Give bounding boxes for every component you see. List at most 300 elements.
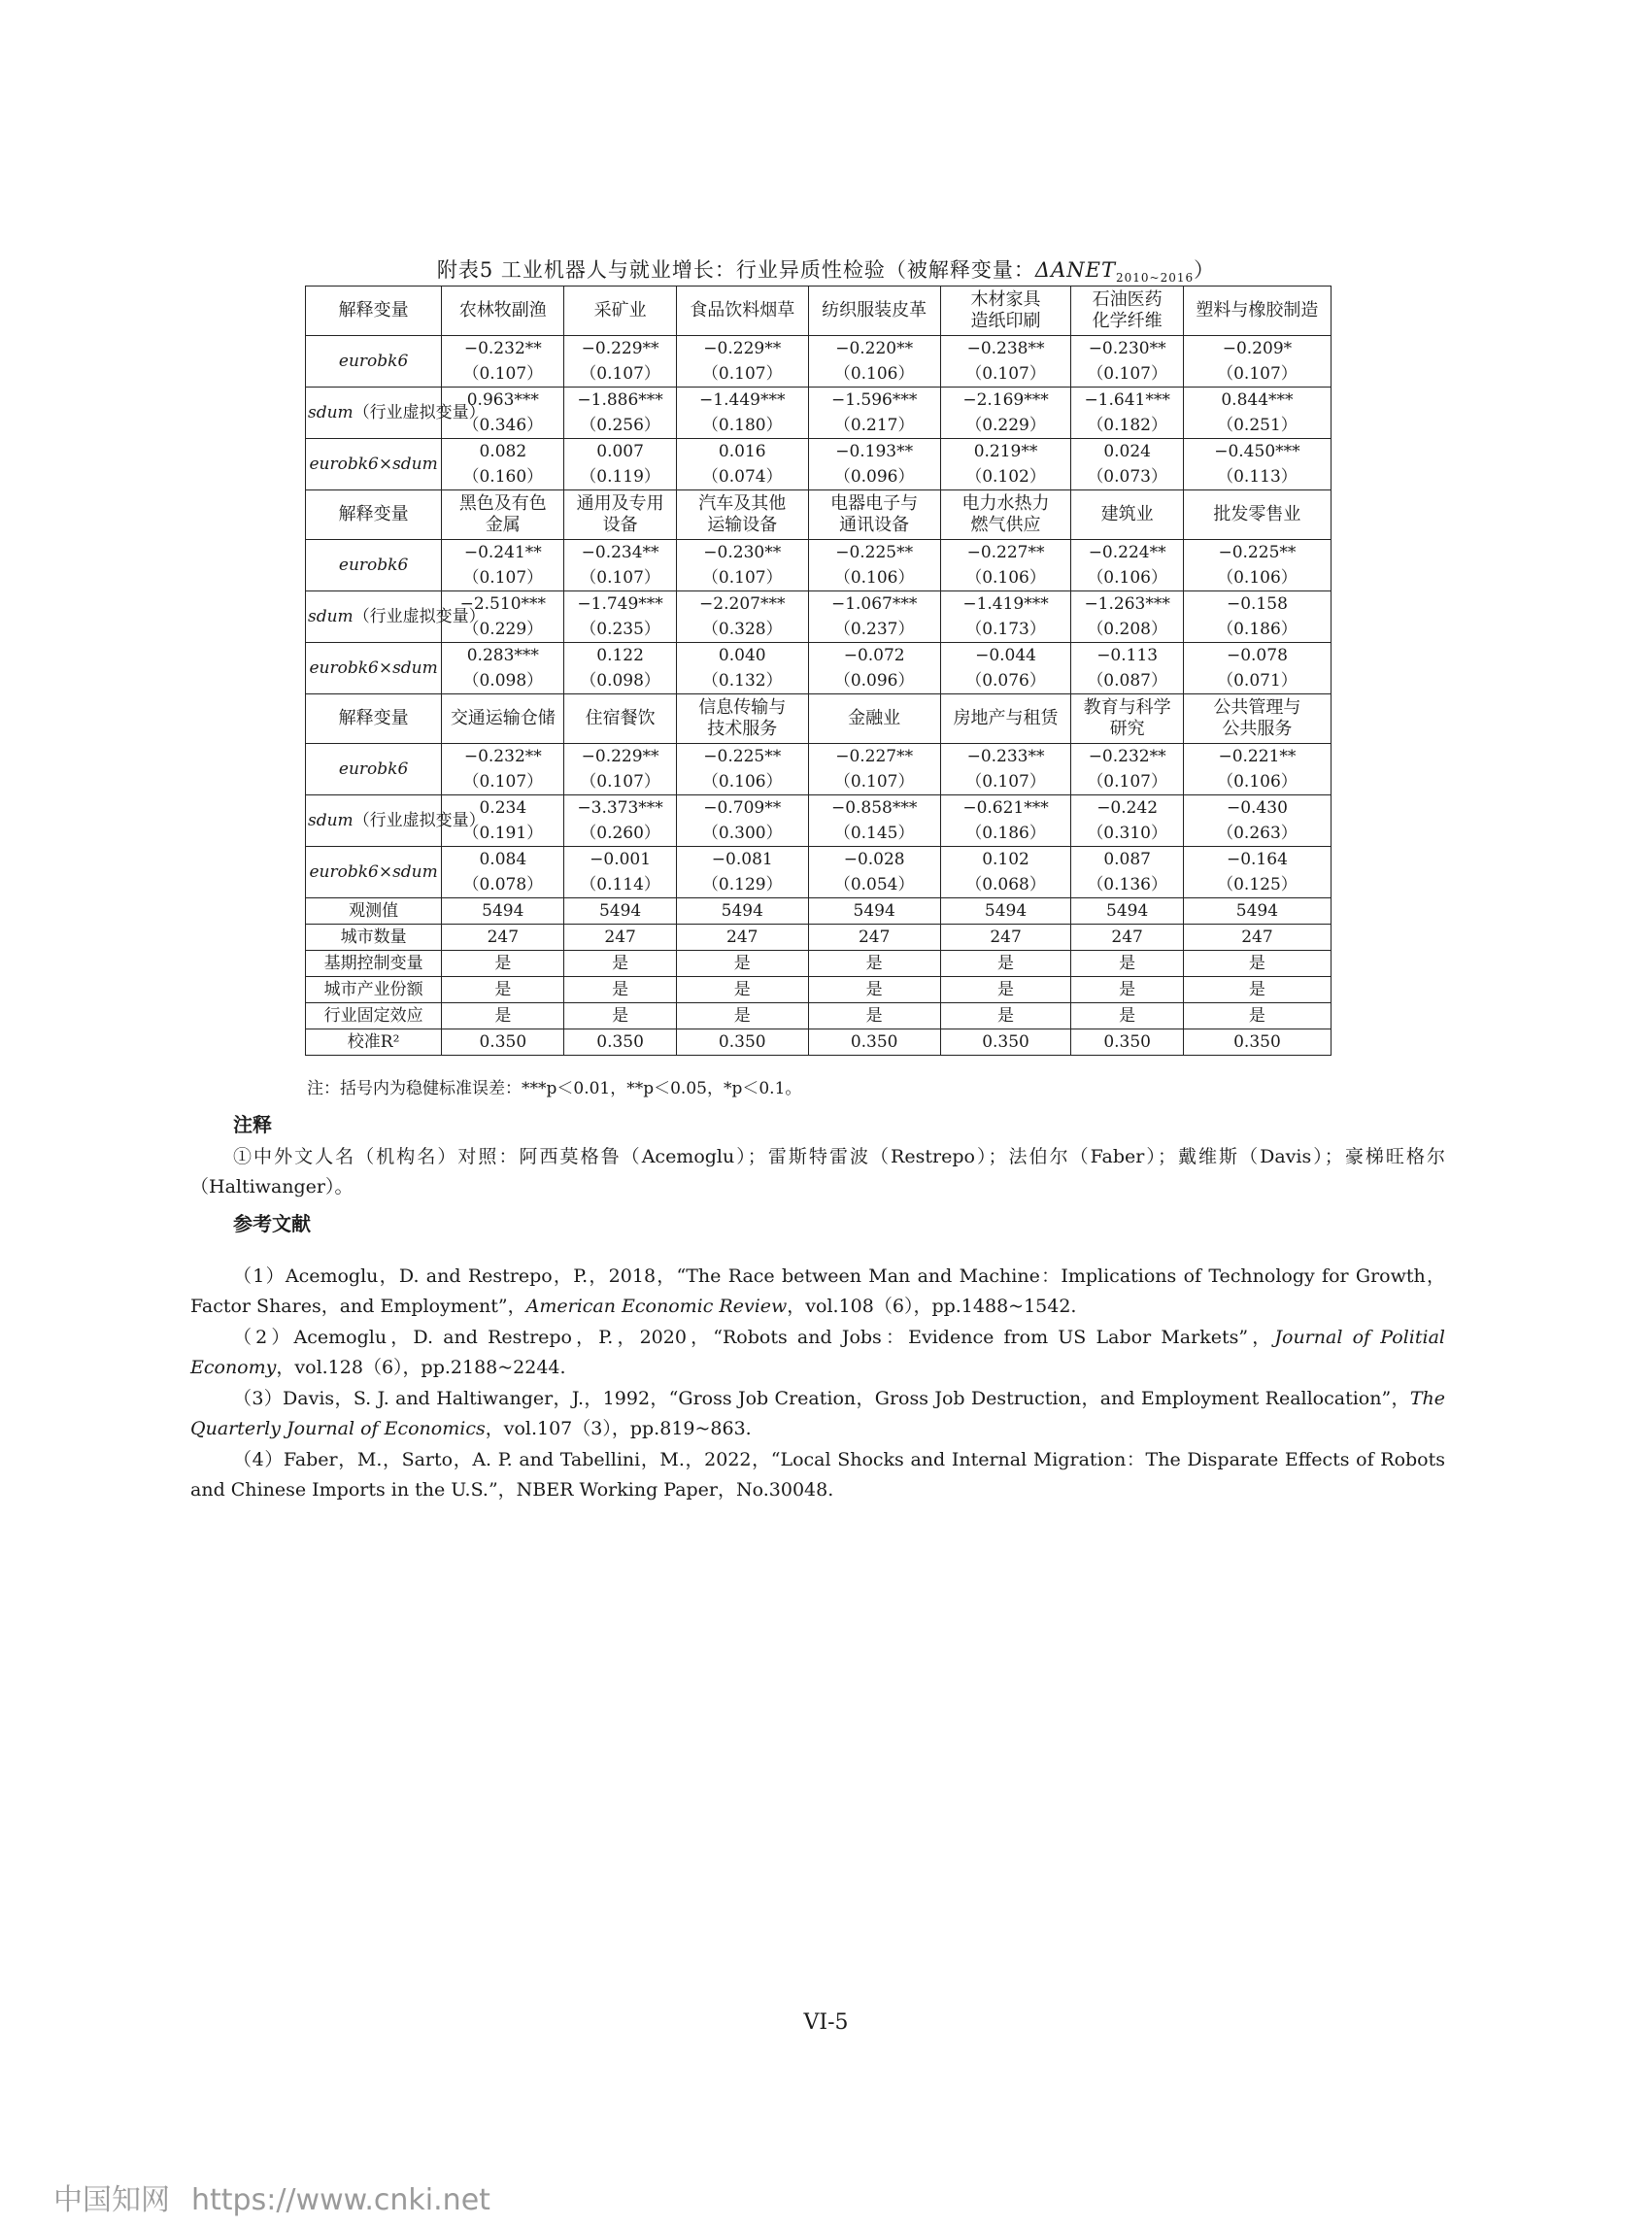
se-cell: （0.186） — [1183, 617, 1331, 643]
industry-header-row — [306, 490, 1332, 540]
coef-cell: −0.158 — [1183, 591, 1331, 618]
page-number: VI-5 — [803, 2010, 849, 2035]
footer-cell: 247 — [564, 925, 676, 951]
footer-cell: 是 — [808, 977, 940, 1003]
se-cell: （0.132） — [676, 668, 808, 694]
coef-cell: −3.373*** — [564, 795, 676, 822]
coef-cell: 0.963*** — [442, 388, 564, 414]
coef-cell: −0.225** — [808, 540, 940, 566]
estimate-row — [306, 643, 1332, 669]
coef-cell: 0.234 — [442, 795, 564, 822]
se-cell: （0.107） — [1183, 361, 1331, 388]
se-cell: （0.182） — [1071, 413, 1183, 439]
se-cell: （0.136） — [1071, 872, 1183, 898]
coef-cell: −0.193** — [808, 439, 940, 465]
se-cell: （0.107） — [1071, 769, 1183, 795]
reference-text: （3）Davis，S. J. and Haltiwanger，J.，1992，“Gross Job Creation，Gross Job Destruction，and Employment Reallocation”， — [233, 1388, 1410, 1409]
se-cell: （0.107） — [564, 361, 676, 388]
se-cell: （0.106） — [1183, 565, 1331, 591]
coef-cell: −0.233** — [940, 744, 1071, 770]
industry-header-line: 信息传输与 — [698, 697, 787, 718]
row-label-inter — [306, 847, 442, 898]
se-cell: （0.235） — [564, 617, 676, 643]
footer-row — [306, 1003, 1332, 1029]
estimate-row — [306, 591, 1332, 618]
coef-cell: −1.419*** — [940, 591, 1071, 618]
industry-header — [1071, 490, 1183, 540]
coef-cell: −0.229** — [676, 336, 808, 362]
se-cell: （0.125） — [1183, 872, 1331, 898]
footer-cell: 是 — [1183, 951, 1331, 977]
se-cell: （0.087） — [1071, 668, 1183, 694]
reference-text: ，vol.128（6），pp.2188~2244. — [276, 1357, 566, 1378]
table-title-suffix: ） — [1194, 258, 1216, 282]
coef-cell: −0.230** — [676, 540, 808, 566]
coef-cell: −0.209* — [1183, 336, 1331, 362]
industry-header-line: 电器电子与 — [830, 493, 919, 514]
se-row — [306, 361, 1332, 388]
industry-header-line: 住宿餐饮 — [585, 708, 656, 728]
footer-cell: 0.350 — [1071, 1029, 1183, 1056]
footer-row — [306, 925, 1332, 951]
coef-cell: −0.072 — [808, 643, 940, 669]
industry-header-line: 交通运输仓储 — [450, 708, 556, 728]
table-note: 注：括号内为稳健标准误差：***p＜0.01，**p＜0.05，*p＜0.1。 — [307, 1079, 802, 1098]
industry-header — [1071, 287, 1183, 336]
footer-cell: 247 — [808, 925, 940, 951]
industry-header-line: 通讯设备 — [839, 515, 910, 535]
row-label-inter — [306, 439, 442, 490]
footer-cell: 0.350 — [940, 1029, 1071, 1056]
se-cell: （0.074） — [676, 464, 808, 490]
row-label-text: （行业虚拟变量） — [353, 811, 486, 830]
footer-cell: 5494 — [564, 898, 676, 925]
coef-cell: −1.263*** — [1071, 591, 1183, 618]
estimate-row — [306, 744, 1332, 770]
estimate-row — [306, 336, 1332, 362]
footer-cell: 是 — [1071, 1003, 1183, 1029]
footer-row — [306, 1029, 1332, 1056]
footer-row — [306, 898, 1332, 925]
se-row — [306, 464, 1332, 490]
se-cell: （0.217） — [808, 413, 940, 439]
se-cell: （0.173） — [940, 617, 1071, 643]
se-cell: （0.107） — [442, 361, 564, 388]
coef-cell: 0.082 — [442, 439, 564, 465]
coef-cell: −0.450*** — [1183, 439, 1331, 465]
row-label-text: （行业虚拟变量） — [353, 607, 486, 626]
industry-header-line: 建筑业 — [1100, 504, 1154, 524]
label-header: 解释变量 — [306, 287, 442, 336]
footer-cell: 247 — [676, 925, 808, 951]
footer-label: 城市产业份额 — [306, 977, 442, 1003]
industry-header-line: 木材家具 — [970, 289, 1041, 310]
footer-label: 行业固定效应 — [306, 1003, 442, 1029]
coef-cell: −0.242 — [1071, 795, 1183, 822]
coef-cell: −0.238** — [940, 336, 1071, 362]
coef-cell: −0.232** — [442, 336, 564, 362]
footer-cell: 5494 — [1183, 898, 1331, 925]
estimate-row — [306, 388, 1332, 414]
coef-cell: 0.844*** — [1183, 388, 1331, 414]
se-cell: （0.107） — [564, 565, 676, 591]
se-cell: （0.119） — [564, 464, 676, 490]
coef-cell: −0.229** — [564, 336, 676, 362]
se-cell: （0.076） — [940, 668, 1071, 694]
coef-cell: −0.229** — [564, 744, 676, 770]
se-cell: （0.106） — [808, 565, 940, 591]
se-cell: （0.106） — [1071, 565, 1183, 591]
row-label-text: eurobk6 — [338, 759, 409, 779]
industry-header-line: 塑料与橡胶制造 — [1196, 300, 1319, 320]
se-cell: （0.229） — [940, 413, 1071, 439]
footer-cell: 是 — [1183, 1003, 1331, 1029]
reference-text: ，vol.108（6），pp.1488~1542. — [787, 1296, 1077, 1317]
footer-cell: 0.350 — [1183, 1029, 1331, 1056]
industry-header — [1183, 490, 1331, 540]
se-cell: （0.328） — [676, 617, 808, 643]
row-label-text: eurobk6×sdum — [309, 862, 438, 882]
footer-cell: 是 — [808, 951, 940, 977]
coef-cell: −0.225** — [1183, 540, 1331, 566]
industry-header — [564, 490, 676, 540]
se-cell: （0.107） — [442, 565, 564, 591]
coef-cell: −0.001 — [564, 847, 676, 873]
se-cell: （0.114） — [564, 872, 676, 898]
industry-header — [442, 694, 564, 744]
industry-header-line: 黑色及有色 — [458, 493, 547, 514]
coef-cell: −0.232** — [1071, 744, 1183, 770]
footer-cell: 247 — [1071, 925, 1183, 951]
footer-cell: 是 — [1183, 977, 1331, 1003]
footer-cell: 0.350 — [442, 1029, 564, 1056]
se-cell: （0.071） — [1183, 668, 1331, 694]
footer-row — [306, 951, 1332, 977]
se-cell: （0.107） — [940, 769, 1071, 795]
se-cell: （0.107） — [676, 565, 808, 591]
industry-header — [808, 694, 940, 744]
footer-cell: 是 — [442, 1003, 564, 1029]
se-cell: （0.346） — [442, 413, 564, 439]
coef-cell: −0.232** — [442, 744, 564, 770]
coef-cell: −0.221** — [1183, 744, 1331, 770]
coef-cell: −0.224** — [1071, 540, 1183, 566]
se-cell: （0.106） — [1183, 769, 1331, 795]
footer-cell: 0.350 — [564, 1029, 676, 1056]
footer-cell: 247 — [940, 925, 1071, 951]
industry-header-row — [306, 287, 1332, 336]
se-cell: （0.237） — [808, 617, 940, 643]
coef-cell: −0.078 — [1183, 643, 1331, 669]
watermark-url: https://www.cnki.net — [191, 2183, 490, 2217]
table-title-var: ΔANET — [1034, 258, 1116, 282]
se-cell: （0.160） — [442, 464, 564, 490]
industry-header — [940, 694, 1071, 744]
footer-cell: 是 — [676, 1003, 808, 1029]
footer-cell: 是 — [940, 951, 1071, 977]
se-cell: （0.229） — [442, 617, 564, 643]
se-cell: （0.098） — [564, 668, 676, 694]
footer-cell: 是 — [564, 977, 676, 1003]
coef-cell: 0.024 — [1071, 439, 1183, 465]
industry-header — [808, 287, 940, 336]
se-cell: （0.107） — [676, 361, 808, 388]
industry-header-line: 石油医药 — [1092, 289, 1163, 310]
footer-cell: 是 — [676, 951, 808, 977]
se-cell: （0.310） — [1071, 821, 1183, 847]
se-cell: （0.180） — [676, 413, 808, 439]
industry-header — [808, 490, 940, 540]
coef-cell: −0.044 — [940, 643, 1071, 669]
footer-label: 校准R² — [306, 1029, 442, 1056]
footer-label: 城市数量 — [306, 925, 442, 951]
row-label-text: eurobk6×sdum — [309, 658, 438, 678]
footer-cell: 0.350 — [808, 1029, 940, 1056]
coef-cell: −1.449*** — [676, 388, 808, 414]
row-label-text: （行业虚拟变量） — [353, 403, 486, 422]
coef-cell: −0.028 — [808, 847, 940, 873]
row-label-text: sdum — [308, 403, 354, 422]
coef-cell: 0.016 — [676, 439, 808, 465]
se-cell: （0.186） — [940, 821, 1071, 847]
footer-cell: 是 — [940, 1003, 1071, 1029]
notes-heading: 注释 — [233, 1113, 272, 1136]
watermark — [53, 2175, 490, 2218]
row-label-text: eurobk6×sdum — [309, 455, 438, 474]
row-label-text: sdum — [308, 607, 354, 626]
reference-item — [190, 1262, 1445, 1322]
industry-header-line: 化学纤维 — [1092, 311, 1163, 331]
se-cell: （0.107） — [808, 769, 940, 795]
footer-cell: 是 — [564, 1003, 676, 1029]
footer-cell: 是 — [564, 951, 676, 977]
footer-cell: 247 — [1183, 925, 1331, 951]
se-cell: （0.107） — [940, 361, 1071, 388]
row-label-eurobk6 — [306, 540, 442, 591]
se-cell: （0.300） — [676, 821, 808, 847]
se-cell: （0.145） — [808, 821, 940, 847]
industry-header-row — [306, 694, 1332, 744]
industry-header — [1071, 694, 1183, 744]
coef-cell: −2.169*** — [940, 388, 1071, 414]
row-label-eurobk6 — [306, 744, 442, 795]
coef-cell: 0.007 — [564, 439, 676, 465]
coef-cell: 0.219** — [940, 439, 1071, 465]
industry-header — [1183, 694, 1331, 744]
reference-journal: American Economic Review — [525, 1296, 788, 1317]
industry-header-line: 采矿业 — [593, 300, 647, 320]
footer-label: 观测值 — [306, 898, 442, 925]
industry-header — [676, 490, 808, 540]
footer-cell: 是 — [442, 977, 564, 1003]
label-header: 解释变量 — [306, 694, 442, 744]
industry-header — [1183, 287, 1331, 336]
se-cell: （0.107） — [1071, 361, 1183, 388]
row-label-eurobk6 — [306, 336, 442, 388]
se-cell: （0.260） — [564, 821, 676, 847]
table-title-sub: 2010~2016 — [1115, 271, 1195, 286]
coef-cell: −0.230** — [1071, 336, 1183, 362]
industry-header-line: 造纸印刷 — [970, 311, 1041, 331]
label-header: 解释变量 — [306, 490, 442, 540]
se-cell: （0.096） — [808, 464, 940, 490]
footer-label: 基期控制变量 — [306, 951, 442, 977]
se-cell: （0.251） — [1183, 413, 1331, 439]
estimate-row — [306, 540, 1332, 566]
estimate-row — [306, 439, 1332, 465]
coef-cell: −0.227** — [940, 540, 1071, 566]
industry-header — [564, 287, 676, 336]
footer-cell: 5494 — [1071, 898, 1183, 925]
reference-item — [190, 1384, 1445, 1444]
coef-cell: 0.102 — [940, 847, 1071, 873]
watermark-brand: 中国知网 — [53, 2183, 170, 2217]
row-label-text: sdum — [308, 811, 354, 830]
industry-header-line: 农林牧副渔 — [458, 300, 547, 320]
se-cell: （0.078） — [442, 872, 564, 898]
coef-cell: −1.641*** — [1071, 388, 1183, 414]
coef-cell: 0.087 — [1071, 847, 1183, 873]
industry-header-line: 公共服务 — [1222, 719, 1293, 739]
industry-header-line: 研究 — [1109, 719, 1145, 739]
industry-header — [940, 490, 1071, 540]
coef-cell: −0.220** — [808, 336, 940, 362]
coef-cell: −0.227** — [808, 744, 940, 770]
regression-table — [305, 286, 1332, 1056]
reference-text: （4）Faber，M.，Sarto，A. P. and Tabellini，M.，2022，“Local Shocks and Internal Migration：The Disparate Effects of Robots and Chinese Imports in the U.S.”，NBER Working Paper，No.30048. — [190, 1449, 1445, 1501]
se-cell: （0.106） — [808, 361, 940, 388]
coef-cell: −1.067*** — [808, 591, 940, 618]
industry-header-line: 房地产与租赁 — [953, 708, 1059, 728]
coef-cell: −2.510*** — [442, 591, 564, 618]
reference-text: （2）Acemoglu，D. and Restrepo，P.，2020，“Robots and Jobs：Evidence from US Labor Markets”， — [233, 1327, 1275, 1348]
se-cell: （0.208） — [1071, 617, 1183, 643]
reference-journal: Journal of Politial Economy — [190, 1327, 1445, 1378]
coef-cell: −0.225** — [676, 744, 808, 770]
se-cell: （0.191） — [442, 821, 564, 847]
industry-header — [442, 287, 564, 336]
footer-cell: 5494 — [442, 898, 564, 925]
footer-cell: 是 — [808, 1003, 940, 1029]
row-label-inter — [306, 643, 442, 694]
footer-cell: 0.350 — [676, 1029, 808, 1056]
reference-text: （1）Acemoglu，D. and Restrepo，P.，2018，“The Race between Man and Machine：Implications of Technology for Growth，Factor Shares，and Employment”， — [190, 1265, 1445, 1317]
coef-cell: −0.858*** — [808, 795, 940, 822]
industry-header-line: 纺织服装皮革 — [822, 300, 927, 320]
coef-cell: −0.081 — [676, 847, 808, 873]
industry-header-line: 金融业 — [848, 708, 901, 728]
footer-cell: 5494 — [940, 898, 1071, 925]
row-label-text: eurobk6 — [338, 556, 409, 575]
se-cell: （0.096） — [808, 668, 940, 694]
industry-header-line: 燃气供应 — [970, 515, 1041, 535]
se-cell: （0.263） — [1183, 821, 1331, 847]
notes-text: ①中外文人名（机构名）对照：阿西莫格鲁（Acemoglu）；雷斯特雷波（Restrepo）；法伯尔（Faber）；戴维斯（Davis）；豪梯旺格尔（Haltiwanger）。 — [190, 1146, 1445, 1197]
industry-header-line: 技术服务 — [707, 719, 778, 739]
industry-header-line: 通用及专用 — [576, 493, 664, 514]
row-label-sdum — [306, 795, 486, 847]
industry-header — [676, 694, 808, 744]
coef-cell: −0.709** — [676, 795, 808, 822]
coef-cell: −1.596*** — [808, 388, 940, 414]
table-title-prefix: 附表5 工业机器人与就业增长：行业异质性检验（被解释变量： — [436, 258, 1035, 282]
footer-cell: 是 — [676, 977, 808, 1003]
se-cell: （0.107） — [564, 769, 676, 795]
industry-header-line: 食品饮料烟草 — [690, 300, 795, 320]
reference-journal: The Quarterly Journal of Economics — [190, 1388, 1445, 1439]
se-row — [306, 769, 1332, 795]
footer-cell: 是 — [1071, 977, 1183, 1003]
reference-item — [190, 1323, 1445, 1383]
coef-cell: 0.040 — [676, 643, 808, 669]
se-row — [306, 668, 1332, 694]
se-cell: （0.054） — [808, 872, 940, 898]
coef-cell: −0.234** — [564, 540, 676, 566]
row-label-text: eurobk6 — [338, 352, 409, 371]
se-cell: （0.113） — [1183, 464, 1331, 490]
footer-row — [306, 977, 1332, 1003]
se-cell: （0.256） — [564, 413, 676, 439]
footer-cell: 5494 — [676, 898, 808, 925]
se-cell: （0.106） — [676, 769, 808, 795]
coef-cell: −0.430 — [1183, 795, 1331, 822]
industry-header-line: 教育与科学 — [1083, 697, 1171, 718]
coef-cell: −0.113 — [1071, 643, 1183, 669]
se-cell: （0.106） — [940, 565, 1071, 591]
coef-cell: −1.886*** — [564, 388, 676, 414]
industry-header-line: 批发零售业 — [1213, 504, 1301, 524]
footer-cell: 247 — [442, 925, 564, 951]
footer-cell: 是 — [940, 977, 1071, 1003]
coef-cell: −0.621*** — [940, 795, 1071, 822]
estimate-row — [306, 847, 1332, 873]
se-cell: （0.107） — [442, 769, 564, 795]
industry-header-line: 电力水热力 — [961, 493, 1050, 514]
industry-header — [940, 287, 1071, 336]
footer-cell: 是 — [442, 951, 564, 977]
industry-header-line: 汽车及其他 — [698, 493, 787, 514]
se-row — [306, 565, 1332, 591]
estimate-row — [306, 795, 1332, 822]
reference-item — [190, 1445, 1445, 1505]
row-label-sdum — [306, 388, 486, 439]
industry-header — [564, 694, 676, 744]
footer-cell: 5494 — [808, 898, 940, 925]
coef-cell: 0.283*** — [442, 643, 564, 669]
industry-header-line: 运输设备 — [707, 515, 778, 535]
se-row — [306, 872, 1332, 898]
se-cell: （0.098） — [442, 668, 564, 694]
footer-cell: 是 — [1071, 951, 1183, 977]
industry-header-line: 设备 — [602, 515, 638, 535]
coef-cell: −0.164 — [1183, 847, 1331, 873]
industry-header-line: 公共管理与 — [1213, 697, 1301, 718]
industry-header-line: 金属 — [485, 515, 521, 535]
se-cell: （0.129） — [676, 872, 808, 898]
coef-cell: −2.207*** — [676, 591, 808, 618]
table-title — [0, 254, 1652, 285]
coef-cell: 0.122 — [564, 643, 676, 669]
coef-cell: −1.749*** — [564, 591, 676, 618]
coef-cell: 0.084 — [442, 847, 564, 873]
se-cell: （0.073） — [1071, 464, 1183, 490]
industry-header — [676, 287, 808, 336]
se-cell: （0.068） — [940, 872, 1071, 898]
reference-text: ，vol.107（3），pp.819~863. — [485, 1418, 752, 1439]
row-label-sdum — [306, 591, 486, 643]
references-heading: 参考文献 — [233, 1212, 311, 1235]
industry-header — [442, 490, 564, 540]
